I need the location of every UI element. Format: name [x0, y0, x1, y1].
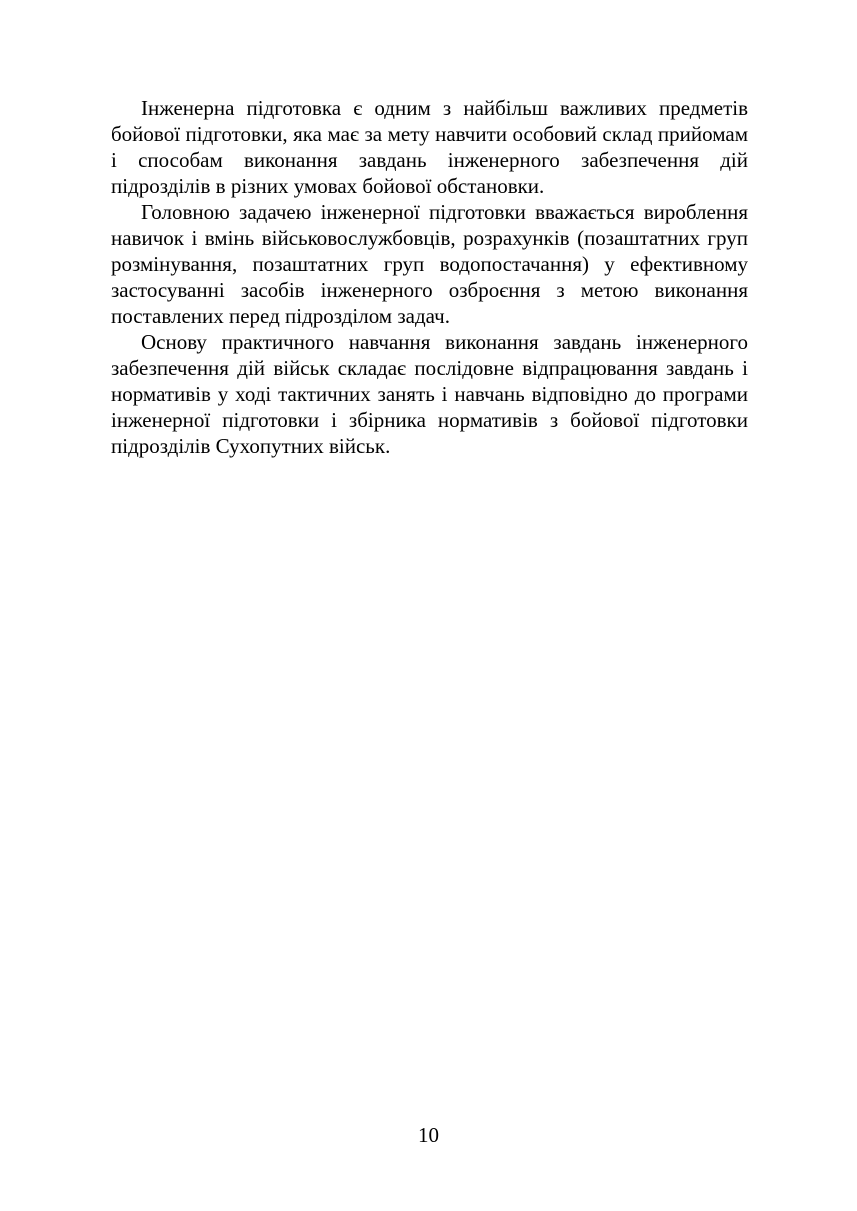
paragraph-2: Головною задачею інженерної підготовки вважається вироблення навичок і вмінь військовослужбовців, розрахунків (позаштатних груп розмінування, позаштатних груп водопостачання) у ефективному застосуванні засобів інженерного озброєння з метою виконання поставлених перед підрозділом задач. — [111, 200, 748, 328]
paragraph-1: Інженерна підготовка є одним з найбільш важливих предметів бойової підготовки, яка має за мету навчити особовий склад прийомам і способам виконання завдань інженерного забезпечення дій підрозділів в різних умовах бойової обстановки. — [111, 96, 748, 198]
paragraph-3: Основу практичного навчання виконання завдань інженерного забезпечення дій військ складає послідовне відпрацювання завдань і нормативів у ході тактичних занять і навчань відповідно до програми інженерної підготовки і збірника нормативів з бойової підготовки підрозділів Сухопутних військ. — [111, 330, 748, 458]
body-text — [111, 95, 748, 459]
page-number: 10 — [418, 1123, 439, 1147]
